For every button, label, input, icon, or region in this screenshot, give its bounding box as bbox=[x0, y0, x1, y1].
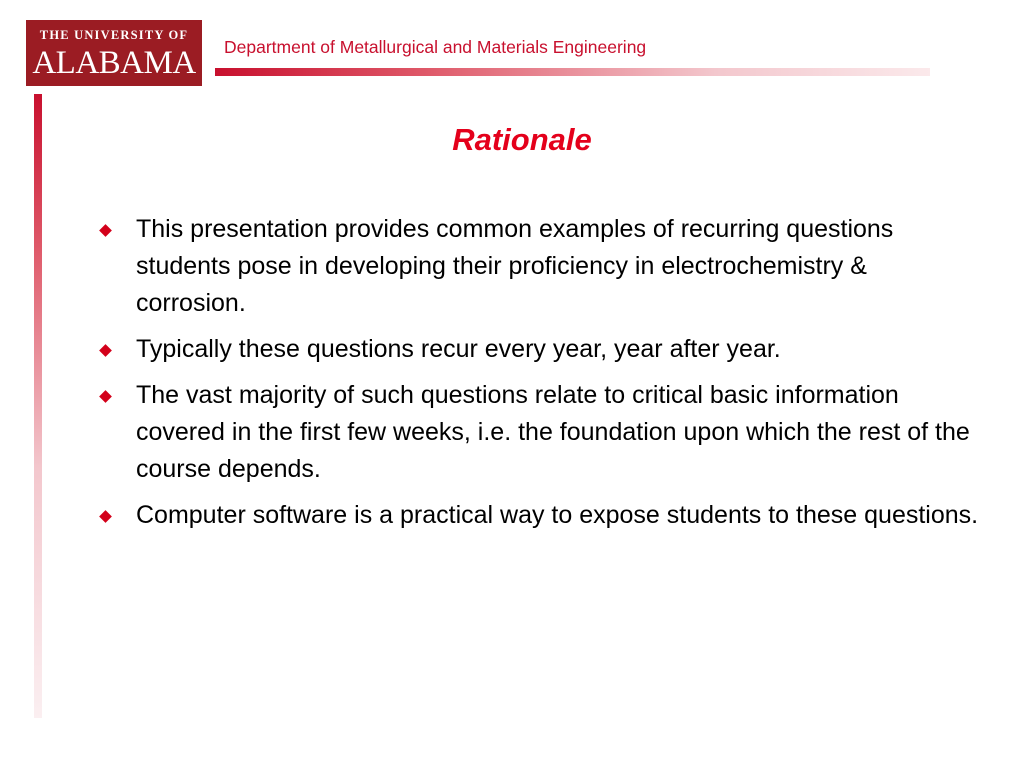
university-logo bbox=[26, 20, 202, 86]
diamond-bullet-icon bbox=[99, 510, 112, 523]
department-title: Department of Metallurgical and Materials Engineering bbox=[224, 37, 647, 57]
bullet-item bbox=[100, 377, 980, 488]
header-divider bbox=[215, 68, 930, 76]
diamond-bullet-icon bbox=[99, 344, 112, 357]
bullet-text: The vast majority of such questions relate to critical basic information covered in the first few weeks, i.e. the foundation upon which the rest of the course depends. bbox=[136, 381, 970, 483]
bullet-text: Computer software is a practical way to expose students to these questions. bbox=[136, 501, 979, 529]
bullet-item bbox=[100, 331, 980, 368]
bullet-item bbox=[100, 497, 980, 534]
logo-text-main: ALABAMA bbox=[32, 45, 196, 81]
side-divider bbox=[34, 94, 42, 718]
bullet-text: This presentation provides common examples of recurring questions students pose in developing their proficiency in electrochemistry & corrosion. bbox=[136, 215, 894, 317]
logo-text-top: THE UNIVERSITY OF bbox=[39, 28, 189, 42]
bullet-list bbox=[100, 211, 980, 543]
diamond-bullet-icon bbox=[99, 390, 112, 403]
slide-title: Rationale bbox=[452, 122, 592, 157]
bullet-text: Typically these questions recur every year, year after year. bbox=[136, 335, 781, 363]
bullet-item bbox=[100, 211, 980, 322]
diamond-bullet-icon bbox=[99, 224, 112, 237]
